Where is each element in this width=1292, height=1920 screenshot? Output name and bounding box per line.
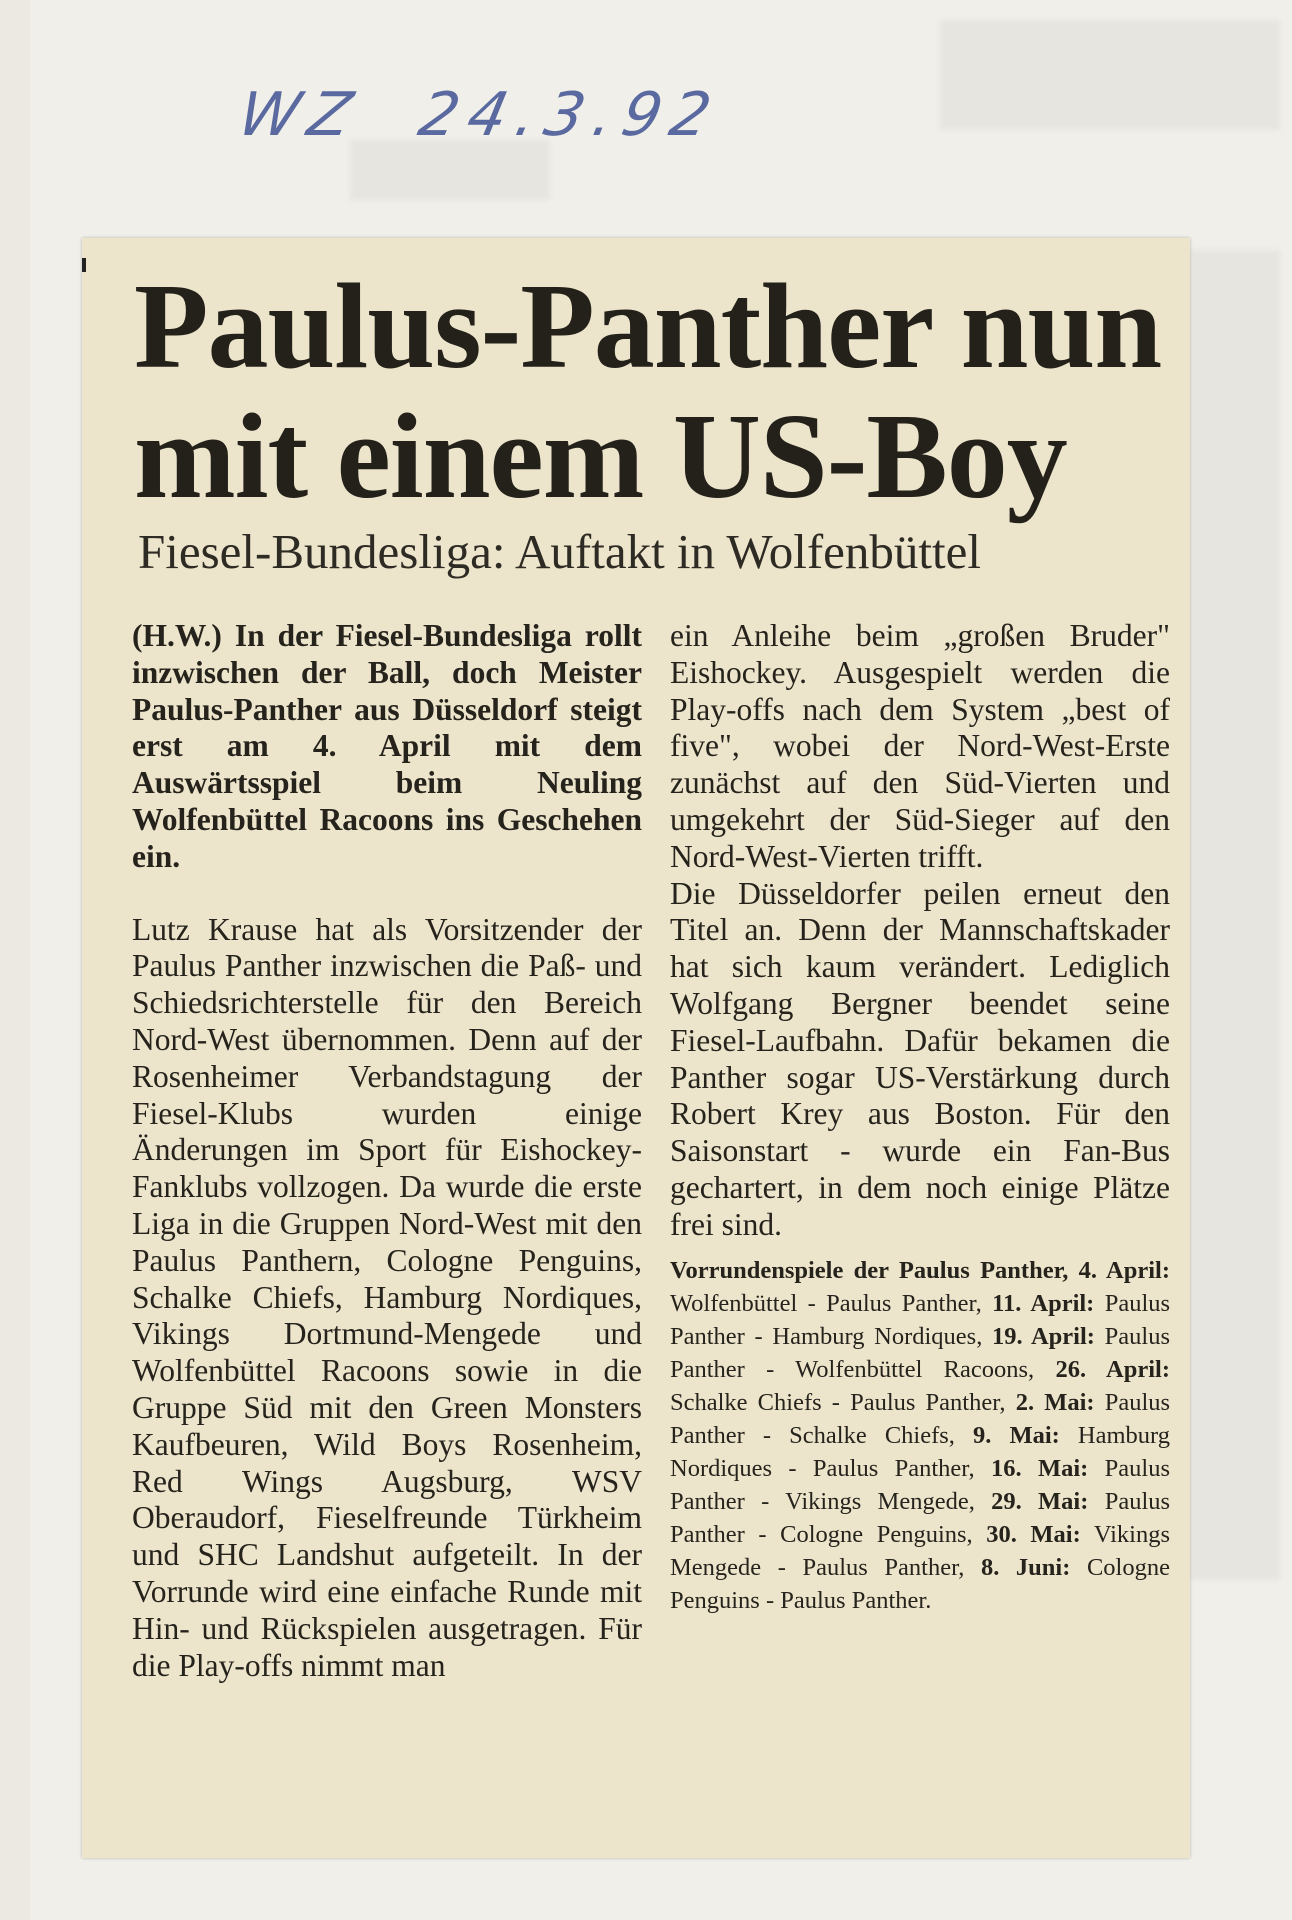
handwritten-note <box>233 80 787 150</box>
handwritten-source: WZ <box>232 80 368 150</box>
handwritten-date: 24.3.92 <box>412 80 727 150</box>
column-right <box>670 618 1170 1617</box>
headline <box>134 259 1184 524</box>
headline-line-1: Paulus-Panther nun <box>134 259 1162 394</box>
game-match: Vikings Mengede - Paulus Panther, <box>670 1520 1171 1581</box>
game-date: 26. April: <box>1055 1355 1170 1383</box>
game-match: Paulus Panther - Schalke Chiefs, <box>670 1388 1171 1449</box>
game-date: 9. Mai: <box>973 1421 1060 1449</box>
game-date: 4. April: <box>1078 1256 1170 1284</box>
game-date: 16. Mai: <box>990 1454 1089 1482</box>
game-match: Paulus Panther - Cologne Penguins, <box>670 1487 1171 1548</box>
lead-paragraph: (H.W.) In der Fiesel-Bundesliga rollt inzwischen der Ball, doch Meister Paulus-Panther aus Düsseldorf steigt erst am 4. April mit dem Auswärtsspiel beim Neuling Wolfenbüttel Racoons ins Geschehen ein. <box>132 618 642 874</box>
game-match: Wolfenbüttel - Paulus Panther, <box>670 1289 982 1317</box>
game-match: Cologne Penguins - Paulus Panther. <box>670 1553 1170 1614</box>
game-match: Hamburg Nordiques - Paulus Panther, <box>670 1421 1171 1482</box>
subtitle: Fiesel-Bundesliga: Auftakt in Wolfenbüttel <box>138 524 982 579</box>
game-match: Paulus Panther - Vikings Mengede, <box>670 1454 1171 1515</box>
bleed-through-text <box>940 20 1280 130</box>
clip-mark <box>82 258 86 272</box>
game-date: 8. Juni: <box>980 1553 1071 1581</box>
game-date: 11. April: <box>992 1289 1095 1317</box>
game-schedule <box>670 1254 1170 1617</box>
body-paragraph: Die Düsseldorfer peilen erneut den Titel an. Denn der Mannschaftskader hat sich kaum verändert. Lediglich Wolfgang Bergner beendet seine Fiesel-Laufbahn. Dafür bekamen die Panther sogar US-Verstärkung durch Robert Krey aus Boston. Für den Saisonstart - wurde ein Fan-Bus gechartert, in dem noch einige Plätze frei sind. <box>670 875 1170 1242</box>
game-date: 19. April: <box>992 1322 1095 1350</box>
bleed-through-text <box>1190 250 1280 1580</box>
body-paragraph: ein Anleihe beim „großen Bruder" Eishockey. Ausgespielt werden die Play-offs nach dem System „best of five", wobei der Nord-West-Erste zunächst auf den Süd-Vierten und umgekehrt der Süd-Sieger auf den Nord-West-Vierten trifft. <box>670 618 1170 874</box>
game-match: Schalke Chiefs - Paulus Panther, <box>670 1388 1006 1416</box>
newspaper-clipping <box>82 238 1190 1858</box>
game-date: 30. Mai: <box>986 1520 1081 1548</box>
game-date: 2. Mai: <box>1015 1388 1095 1416</box>
headline-line-2: mit einem US-Boy <box>134 389 1067 524</box>
game-match: Paulus Panther - Hamburg Nordiques, <box>670 1289 1171 1350</box>
game-date: 29. Mai: <box>991 1487 1089 1515</box>
schedule-heading: Vorrundenspiele der Paulus Panther, <box>670 1256 1069 1284</box>
game-match: Paulus Panther - Wolfenbüttel Racoons, <box>670 1322 1170 1383</box>
body-paragraph: Lutz Krause hat als Vorsitzender der Paulus Panther inzwischen die Paß- und Schiedsrichterstelle für den Bereich Nord-West übernommen. Denn auf der Rosenheimer Verbandstagung der Fiesel-Klubs wurden einige Änderungen im Sport für Eishockey-Fanklubs vollzogen. Da wurde die erste Liga in die Gruppen Nord-West mit den Paulus Panthern, Cologne Penguins, Schalke Chiefs, Hamburg Nordiques, Vikings Dortmund-Mengede und Wolfenbüttel Racoons sowie in die Gruppe Süd mit den Green Monsters Kaufbeuren, Wild Boys Rosenheim, Red Wings Augsburg, WSV Oberaudorf, Fieselfreunde Türkheim und SHC Landshut aufgeteilt. In der Vorrunde wird eine einfache Runde mit Hin- und Rückspielen ausgetragen. Für die Play-offs nimmt man <box>132 911 642 1683</box>
column-left <box>132 618 642 1684</box>
